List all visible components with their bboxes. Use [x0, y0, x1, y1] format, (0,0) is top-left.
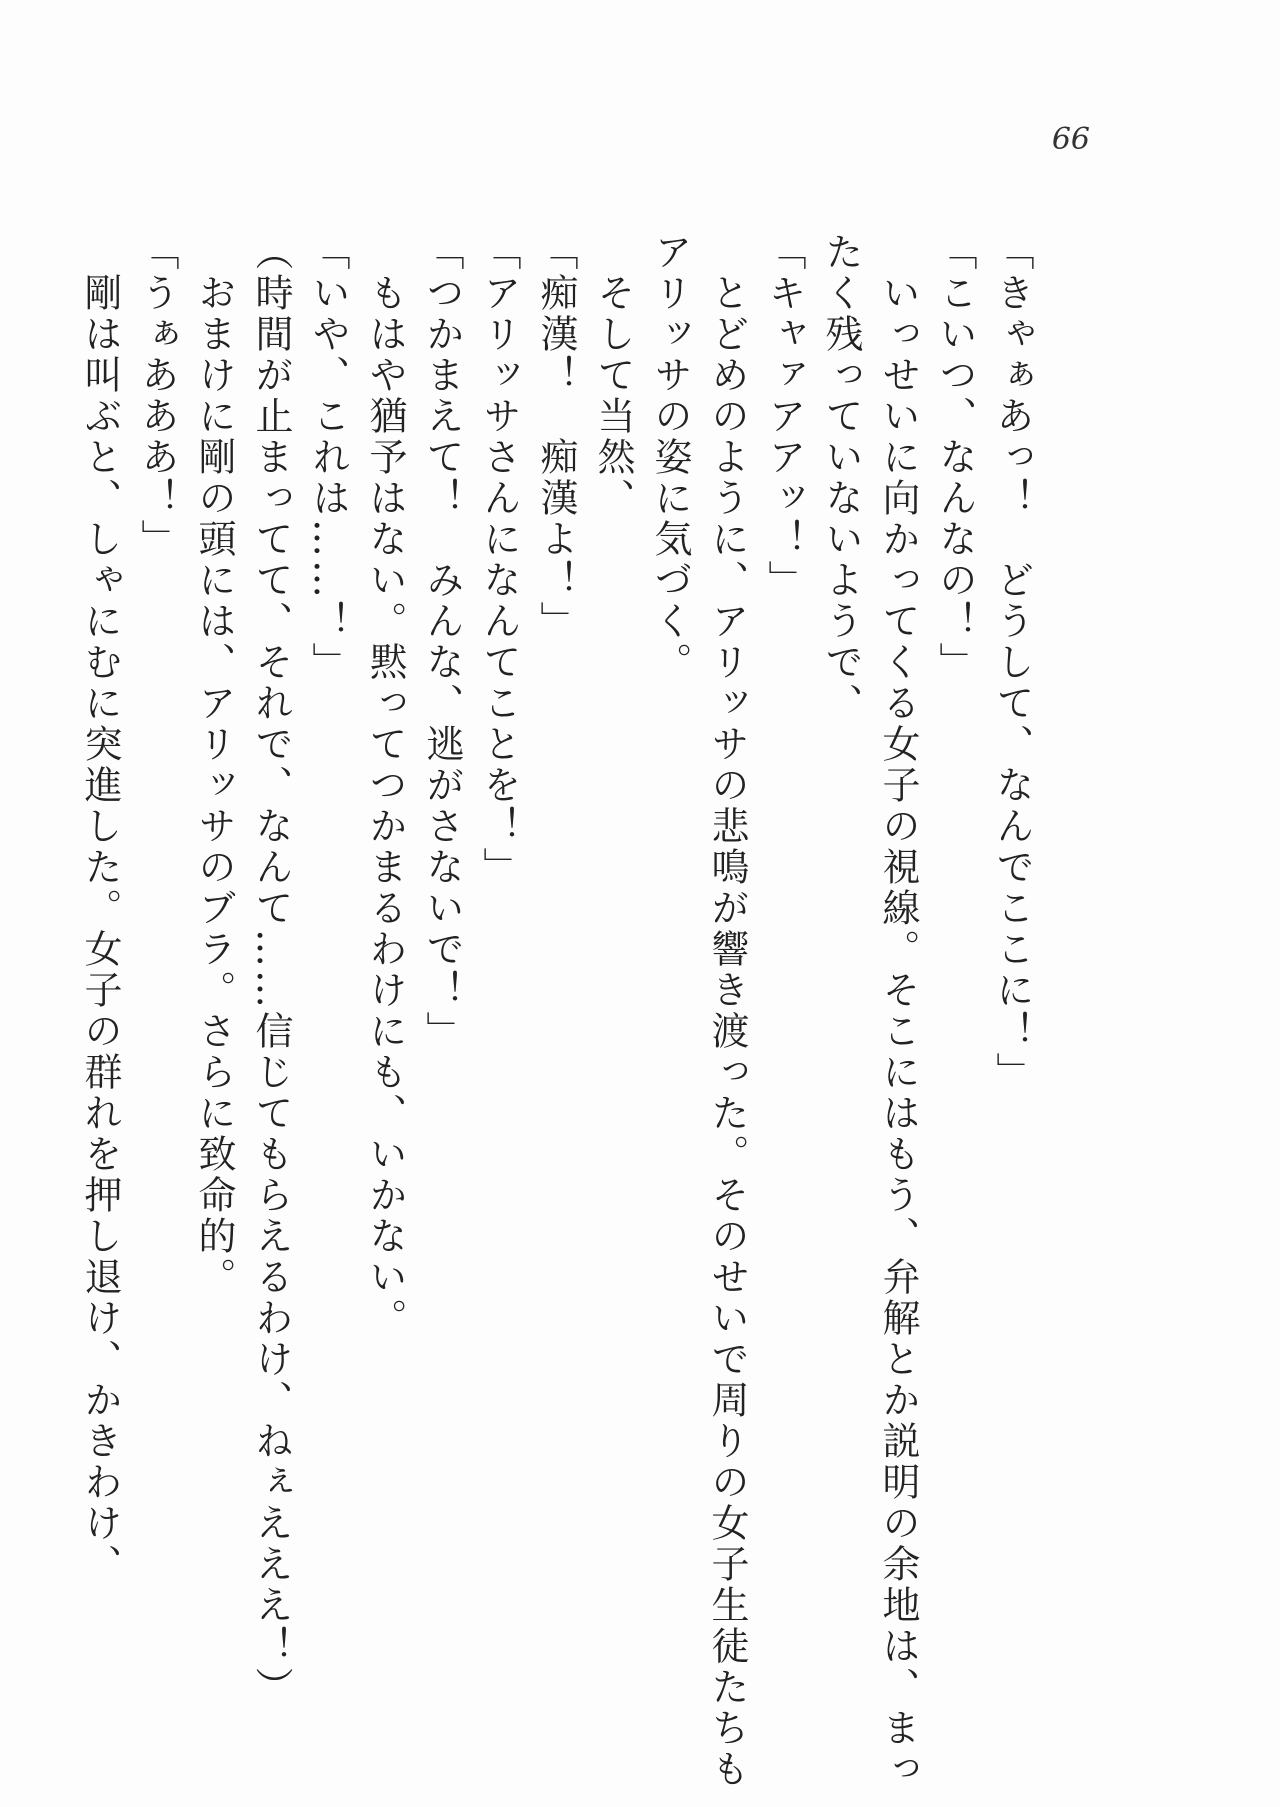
- text-line: 「つかまえて！ みんな、逃がさないで！」: [420, 232, 464, 1052]
- text-line: とどめのように、アリッサの悲鳴が響き渡った。そのせいで周りの女子生徒たちも: [705, 232, 749, 1790]
- page-number: 66: [1051, 122, 1090, 157]
- text-line: 剛は叫ぶと、しゃにむに突進した。女子の群れを押し退け、かきわけ、: [78, 232, 122, 1585]
- text-line: アリッサの姿に気づく。: [648, 232, 692, 683]
- text-line: もはや猶予はない。黙ってつかまるわけにも、いかない。: [363, 232, 407, 1339]
- text-line: 「キャァアアッ！」: [762, 232, 806, 601]
- text-line: おまけに剛の頭には、アリッサのブラ。さらに致命的。: [192, 232, 236, 1298]
- text-line: 「痴漢！ 痴漢よ！」: [534, 232, 578, 642]
- text-line: 「アリッサさんになんてことを！」: [477, 232, 521, 888]
- text-line: たく残っていないようで、: [819, 232, 863, 724]
- text-line: 「こいつ、なんなの！」: [933, 232, 977, 683]
- text-line: （時間が止まってて、それで、なんて……信じてもらえるわけ、ねぇえええ！）: [249, 232, 293, 1708]
- body-text: [78, 232, 1040, 1790]
- text-line: 「うぁあああ！」: [135, 232, 179, 560]
- text-line: いっせいに向かってくる女子の視線。そこにはもう、弁解とか説明の余地は、まっ: [876, 232, 920, 1790]
- text-line: 「いや、これは……！」: [306, 232, 350, 683]
- text-line: 「きゃぁあっ！ どうして、なんでここに！」: [990, 232, 1034, 1093]
- text-line: そして当然、: [591, 232, 635, 519]
